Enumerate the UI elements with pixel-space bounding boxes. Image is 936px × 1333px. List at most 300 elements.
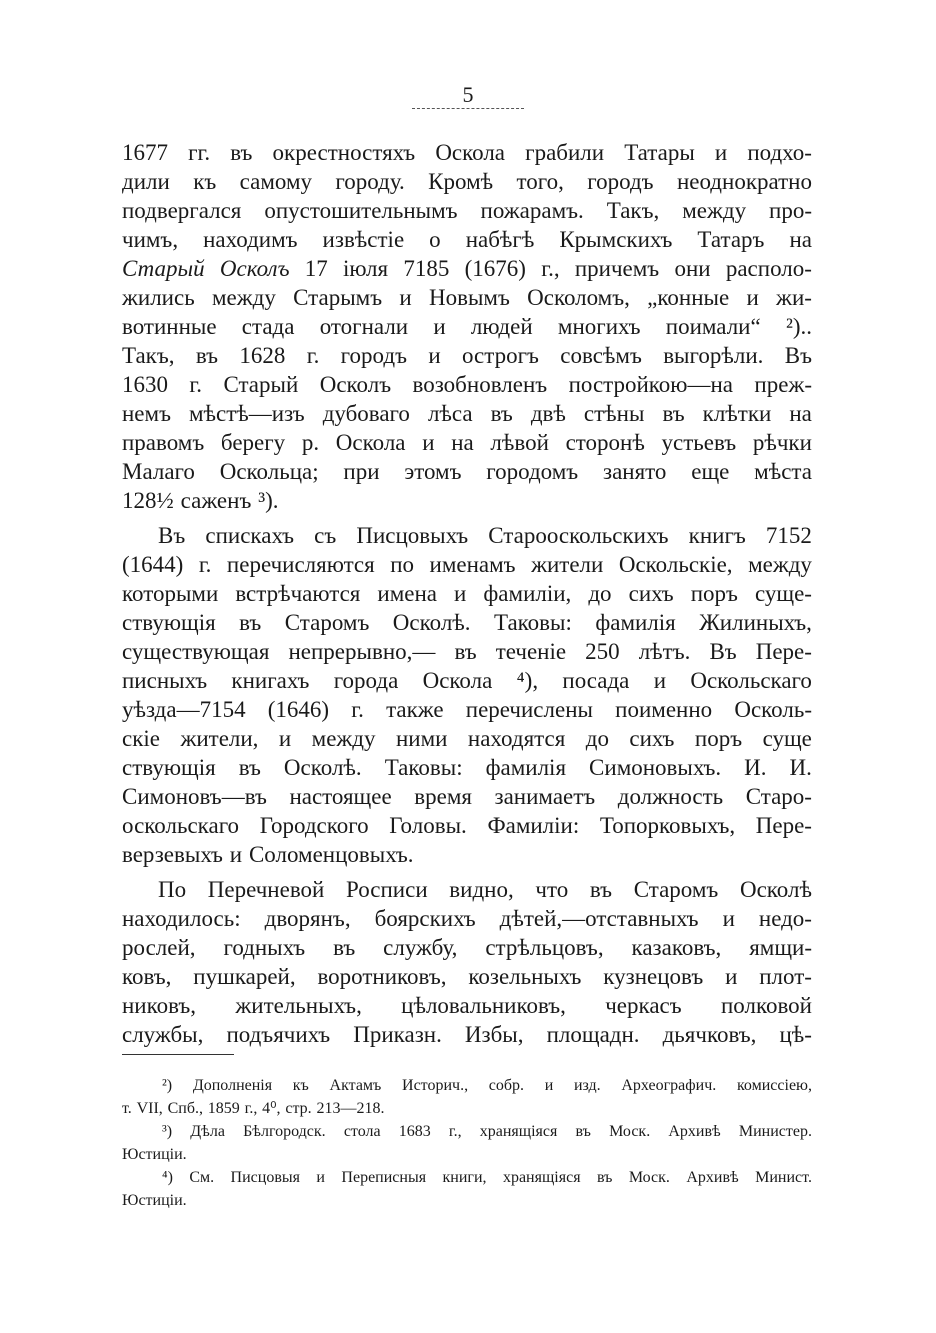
- word: жи-: [776, 285, 812, 310]
- word: Осколѣ.: [392, 610, 471, 635]
- word: людей: [470, 314, 533, 339]
- word: располо-: [725, 256, 812, 281]
- word: рослей,: [122, 935, 196, 960]
- word: къ: [292, 1077, 309, 1094]
- word: жители: [531, 552, 604, 577]
- text-line: [122, 254, 812, 283]
- word: постройкою—на: [568, 372, 733, 397]
- word: 213—218.: [316, 1100, 385, 1117]
- word: саженъ: [180, 488, 252, 513]
- word: вотинные: [122, 314, 217, 339]
- word: хранящіяся: [479, 1123, 558, 1140]
- word: и: [544, 1077, 554, 1094]
- word: Археографич.: [621, 1077, 717, 1094]
- word: занято: [603, 459, 667, 484]
- word: дворянъ,: [264, 906, 351, 931]
- footnotes: [122, 1074, 812, 1212]
- word: кузнецовъ: [603, 964, 704, 989]
- word: поимали“: [665, 314, 761, 339]
- word: боярскихъ: [374, 906, 476, 931]
- text-line: [122, 875, 812, 904]
- word: г.: [351, 697, 364, 722]
- word: службу,: [383, 935, 458, 960]
- word: 7185: [403, 256, 450, 281]
- word: ⁴),: [516, 668, 539, 693]
- word: спискахъ: [205, 523, 294, 548]
- word: находятся: [467, 726, 566, 751]
- word: ствующія: [122, 755, 216, 780]
- word: См.: [189, 1169, 215, 1186]
- word: Новымъ: [428, 285, 510, 310]
- word: и: [229, 842, 243, 867]
- word: на: [451, 430, 474, 455]
- word: въ: [195, 343, 219, 368]
- word: Осколомъ,: [527, 285, 630, 310]
- word: ⁴): [162, 1169, 173, 1186]
- word: этомъ: [404, 459, 462, 484]
- word: Юстиціи.: [122, 1146, 187, 1163]
- word: службы,: [122, 1022, 204, 1047]
- word: г.: [198, 552, 212, 577]
- word: Оскольскіе,: [618, 552, 733, 577]
- word: въ: [238, 755, 261, 780]
- word: 7152: [765, 523, 812, 548]
- word: сихъ: [628, 581, 674, 606]
- text-line: [122, 370, 812, 399]
- footnote-line: [122, 1166, 812, 1189]
- word: между: [682, 198, 747, 223]
- word: Татары: [624, 140, 695, 165]
- word: фамилія: [485, 755, 567, 780]
- word: площадн.: [546, 1022, 640, 1047]
- text-line: [122, 486, 812, 515]
- word: Малаго: [122, 459, 195, 484]
- word: 1683: [398, 1123, 431, 1140]
- word: Оскольца;: [219, 459, 319, 484]
- word: Старомъ: [284, 610, 370, 635]
- word: „конные: [647, 285, 730, 310]
- word: ²)..: [785, 314, 812, 339]
- text-line: [122, 196, 812, 225]
- word: И.: [744, 755, 767, 780]
- word: Министер.: [738, 1123, 812, 1140]
- word: возобновленъ: [412, 372, 548, 397]
- word: поръ: [694, 726, 743, 751]
- word: Осколъ: [319, 372, 392, 397]
- word: многихъ: [557, 314, 641, 339]
- page-number-rule: [412, 108, 524, 109]
- paragraph-1: [122, 138, 812, 515]
- word: самому: [239, 169, 313, 194]
- word: По: [158, 877, 187, 902]
- word: Перечневой: [207, 877, 325, 902]
- word: Осколѣ: [739, 877, 812, 902]
- word: между: [211, 285, 276, 310]
- word: и: [722, 906, 735, 931]
- word: перечислены: [465, 697, 593, 722]
- word: Юстиціи.: [122, 1192, 187, 1209]
- word: встрѣчаются: [235, 581, 361, 606]
- text-line: [122, 1020, 812, 1049]
- word: того,: [516, 169, 564, 194]
- word: и: [454, 581, 467, 606]
- word: рѣчки: [752, 430, 812, 455]
- text-line: [122, 138, 812, 167]
- footnote-line: [122, 1074, 812, 1097]
- word: Головы.: [389, 813, 467, 838]
- word: чимъ,: [122, 227, 179, 252]
- word: лѣвой: [490, 430, 549, 455]
- word: фамиліи,: [483, 581, 572, 606]
- text-line: [122, 608, 812, 637]
- word: Соломенцовыхъ.: [248, 842, 414, 867]
- word: которыми: [122, 581, 219, 606]
- word: про-: [769, 198, 812, 223]
- word: о: [429, 227, 441, 252]
- word: должность: [617, 784, 724, 809]
- text-line: [122, 840, 812, 869]
- word: Архивѣ: [668, 1123, 721, 1140]
- word: извѣстіе: [322, 227, 405, 252]
- word: именамъ: [429, 552, 516, 577]
- word: въ: [596, 1169, 613, 1186]
- footnote-line: [122, 1097, 812, 1120]
- word: Такъ,: [122, 343, 175, 368]
- word: существующая: [122, 639, 270, 664]
- word: мѣста: [754, 459, 812, 484]
- word: Приказн.: [353, 1022, 442, 1047]
- word: города: [333, 668, 399, 693]
- text-line: [122, 225, 812, 254]
- word: VII,: [136, 1100, 163, 1117]
- word: преж-: [754, 372, 812, 397]
- page-number: 5: [462, 82, 474, 107]
- footnote-line: [122, 1120, 812, 1143]
- word: занимаетъ: [494, 784, 596, 809]
- text-line: [122, 428, 812, 457]
- word: г.: [189, 372, 203, 397]
- text-line: [122, 753, 812, 782]
- word: 250: [585, 639, 620, 664]
- word: жители,: [180, 726, 259, 751]
- word: ствующія: [122, 610, 216, 635]
- word: они: [674, 256, 711, 281]
- word: Историч.,: [402, 1077, 469, 1094]
- word: Переписныя: [341, 1169, 427, 1186]
- word: окрестностяхъ: [272, 140, 416, 165]
- word: Пере-: [755, 639, 812, 664]
- word: 1630: [122, 372, 168, 397]
- word: плот-: [759, 964, 812, 989]
- text-line: [122, 399, 812, 428]
- word: городомъ: [486, 459, 579, 484]
- word: Фамиліи:: [487, 813, 580, 838]
- word: Въ: [158, 523, 186, 548]
- text-line: [122, 724, 812, 753]
- word: Кромѣ: [428, 169, 494, 194]
- word: гг.: [188, 140, 211, 165]
- text-line: [122, 782, 812, 811]
- word: ямщи-: [749, 935, 812, 960]
- word: ²): [162, 1077, 173, 1094]
- word: на: [789, 227, 812, 252]
- footnote-line: [122, 1143, 812, 1166]
- word: при: [343, 459, 380, 484]
- word: правомъ: [122, 430, 205, 455]
- word: г.,: [244, 1100, 258, 1117]
- word: находилось:: [122, 906, 241, 931]
- text-line: [122, 457, 812, 486]
- word: книгъ: [688, 523, 746, 548]
- word: поименно: [615, 697, 713, 722]
- word: до: [585, 726, 609, 751]
- word: Крымскихъ: [559, 227, 673, 252]
- word: Симоновыхъ.: [589, 755, 722, 780]
- word: полковой: [720, 993, 812, 1018]
- word: неоднократно: [676, 169, 812, 194]
- footnote-line: [122, 1189, 812, 1212]
- text-line: [122, 521, 812, 550]
- word: Осколь-: [734, 697, 812, 722]
- word: Пере-: [755, 813, 812, 838]
- word: Такъ,: [606, 198, 660, 223]
- word: Старымъ: [293, 285, 383, 310]
- text-line: [122, 904, 812, 933]
- word: сихъ: [629, 726, 675, 751]
- word: стола: [343, 1123, 381, 1140]
- word: книгахъ: [231, 668, 310, 693]
- word: еще: [691, 459, 730, 484]
- word: причемъ: [574, 256, 660, 281]
- word: жительныхъ,: [235, 993, 362, 1018]
- word: (1676): [464, 256, 526, 281]
- word: Старый: [122, 256, 205, 281]
- word: на: [789, 401, 812, 426]
- footnote-4: [122, 1166, 812, 1212]
- word: г.: [306, 343, 320, 368]
- word: Моск.: [609, 1123, 651, 1140]
- word: изд.: [573, 1077, 601, 1094]
- word: ³).: [258, 488, 279, 513]
- word: воротниковъ,: [317, 964, 447, 989]
- word: Оскольскаго: [690, 668, 812, 693]
- word: посада: [562, 668, 630, 693]
- word: подвергался: [122, 198, 242, 223]
- word: г.,: [541, 256, 560, 281]
- word: Оскола: [335, 430, 406, 455]
- word: книги,: [442, 1169, 487, 1186]
- word: цѣ-: [779, 1022, 812, 1047]
- word: р.: [301, 430, 320, 455]
- word: уѣзда—7154: [122, 697, 246, 722]
- word: и: [278, 726, 292, 751]
- word: стр.: [285, 1100, 312, 1117]
- word: и: [725, 964, 738, 989]
- text-line: [122, 312, 812, 341]
- word: и: [714, 140, 728, 165]
- word: въ: [230, 140, 253, 165]
- word: дили: [122, 169, 170, 194]
- text-line: [122, 811, 812, 840]
- word: время: [414, 784, 472, 809]
- word: Жилиныхъ,: [699, 610, 812, 635]
- word: скіе: [122, 726, 160, 751]
- text-line: [122, 962, 812, 991]
- word: суще: [762, 726, 812, 751]
- word: Таковы:: [384, 755, 463, 780]
- word: грабили: [525, 140, 605, 165]
- word: Писцовыхъ: [356, 523, 469, 548]
- word: ковъ,: [122, 964, 172, 989]
- text-line: [122, 341, 812, 370]
- word: Старо-: [745, 784, 812, 809]
- word: Осколъ: [219, 256, 290, 281]
- word: Оскола: [435, 140, 506, 165]
- word: подхо-: [747, 140, 812, 165]
- word: также: [386, 697, 444, 722]
- word: Топорковыхъ,: [599, 813, 736, 838]
- word: немъ: [122, 401, 171, 426]
- word: городъ: [587, 169, 654, 194]
- word: 17: [304, 256, 328, 281]
- word: оскольскаго: [122, 813, 240, 838]
- word: пушкарей,: [193, 964, 296, 989]
- word: фамилія: [595, 610, 676, 635]
- word: берегу: [220, 430, 286, 455]
- word: т.: [122, 1100, 132, 1117]
- word: мѣстѣ—изъ: [188, 401, 305, 426]
- word: козельныхъ: [468, 964, 582, 989]
- word: Бѣлгородск.: [243, 1123, 326, 1140]
- word: въ: [490, 401, 513, 426]
- word: между: [311, 726, 376, 751]
- text-line: [122, 695, 812, 724]
- word: перечисляются: [226, 552, 375, 577]
- word: Дополненія: [192, 1077, 273, 1094]
- word: 1677: [122, 140, 168, 165]
- word: черкасъ: [605, 993, 682, 1018]
- word: годныхъ: [223, 935, 306, 960]
- word: и: [316, 1169, 325, 1186]
- word: теченіе: [495, 639, 567, 664]
- word: лѣтъ.: [638, 639, 691, 664]
- word: настоящее: [289, 784, 392, 809]
- word: Актамъ: [329, 1077, 382, 1094]
- word: и: [653, 668, 667, 693]
- word: г.,: [448, 1123, 462, 1140]
- word: между: [748, 552, 812, 577]
- word: дубоваго: [322, 401, 410, 426]
- word: и: [746, 285, 759, 310]
- word: Симоновъ—въ: [122, 784, 267, 809]
- footnote-rule: [122, 1054, 234, 1055]
- footnote-2: [122, 1074, 812, 1120]
- word: Избы,: [464, 1022, 524, 1047]
- text-line: [122, 991, 812, 1020]
- word: суще-: [754, 581, 812, 606]
- word: городъ: [340, 343, 407, 368]
- word: Осколѣ.: [283, 755, 362, 780]
- word: Таковы:: [493, 610, 572, 635]
- word: стѣны: [583, 401, 645, 426]
- word: Оскола: [422, 668, 493, 693]
- word: лѣса: [427, 401, 473, 426]
- word: съ: [314, 523, 337, 548]
- word: верзевыхъ: [122, 842, 223, 867]
- body-text: [122, 138, 812, 1049]
- word: набѣгѣ: [465, 227, 535, 252]
- word: Росписи: [346, 877, 428, 902]
- word: комиссіею,: [736, 1077, 812, 1094]
- word: имена: [377, 581, 437, 606]
- word: совсѣмъ: [560, 343, 642, 368]
- word: отогнали: [319, 314, 409, 339]
- word: Моск.: [628, 1169, 670, 1186]
- word: 128½: [122, 488, 174, 513]
- text-line: [122, 550, 812, 579]
- word: 1859: [207, 1100, 240, 1117]
- word: хранящіяся: [502, 1169, 581, 1186]
- word: острогъ: [461, 343, 539, 368]
- word: (1646): [267, 697, 330, 722]
- word: до: [588, 581, 612, 606]
- word: писныхъ: [122, 668, 208, 693]
- word: сторонѣ: [565, 430, 645, 455]
- word: дьячковъ,: [662, 1022, 757, 1047]
- word: Старый: [223, 372, 299, 397]
- word: городу.: [335, 169, 405, 194]
- word: поръ: [690, 581, 738, 606]
- footnote-3: [122, 1120, 812, 1166]
- word: И.: [789, 755, 812, 780]
- word: по: [390, 552, 415, 577]
- word: цѣловальниковъ,: [401, 993, 566, 1018]
- text-line: [122, 167, 812, 196]
- word: устьевъ: [661, 430, 737, 455]
- word: Въ: [709, 639, 737, 664]
- text-line: [122, 283, 812, 312]
- word: Старооскольскихъ: [488, 523, 669, 548]
- paragraph-2: [122, 521, 812, 869]
- word: опустошительнымъ: [264, 198, 458, 223]
- word: Минист.: [755, 1169, 812, 1186]
- word: собр.: [488, 1077, 524, 1094]
- word: Дѣла: [190, 1123, 225, 1140]
- word: никовъ,: [122, 993, 197, 1018]
- text-line: [122, 933, 812, 962]
- word: Спб.,: [167, 1100, 203, 1117]
- word: видно,: [449, 877, 514, 902]
- word: Въ: [784, 343, 812, 368]
- word: двѣ: [530, 401, 566, 426]
- word: казаковъ,: [631, 935, 722, 960]
- word: 1628: [239, 343, 286, 368]
- word: недо-: [758, 906, 812, 931]
- word: находимъ: [203, 227, 298, 252]
- word: въ: [454, 639, 477, 664]
- text-line: [122, 637, 812, 666]
- word: ними: [395, 726, 448, 751]
- word: и: [428, 343, 441, 368]
- word: подъячихъ: [226, 1022, 331, 1047]
- word: стрѣльцовъ,: [485, 935, 604, 960]
- word: дѣтей,—отставныхъ: [499, 906, 699, 931]
- word: въ: [333, 935, 356, 960]
- word: въ: [589, 877, 613, 902]
- word: Архивѣ: [686, 1169, 739, 1186]
- word: что: [535, 877, 569, 902]
- word: клѣтки: [702, 401, 772, 426]
